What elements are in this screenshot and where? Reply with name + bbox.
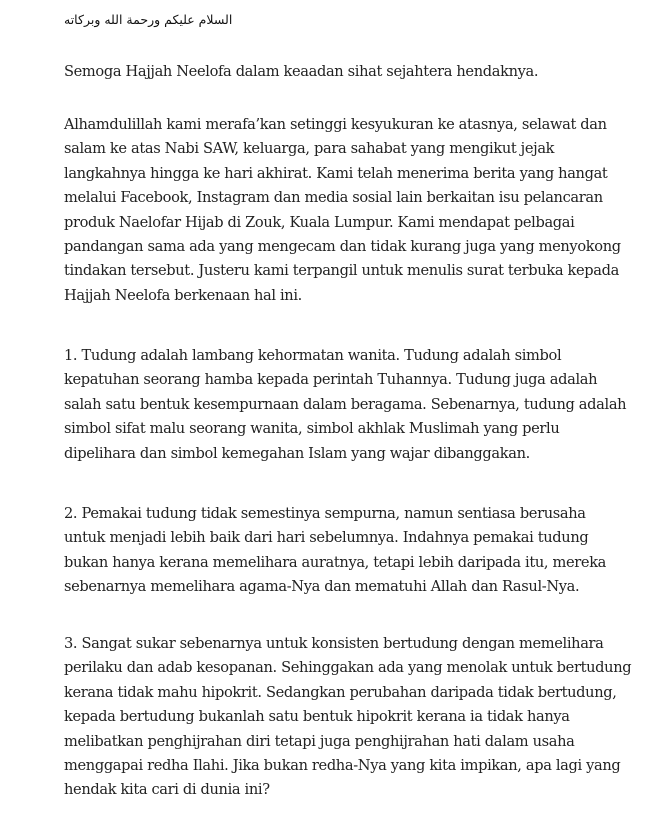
text-line: tindakan tersebut. Justeru kami terpangil untuk menulis surat terbuka kepada	[64, 262, 619, 280]
intro-paragraph	[64, 113, 649, 308]
text-line: melalui Facebook, Instagram dan media sosial lain berkaitan isu pelancaran	[64, 189, 603, 207]
text-line: produk Naelofar Hijab di Zouk, Kuala Lumpur. Kami mendapat pelbagai	[64, 213, 575, 231]
text-line: 1. Tudung adalah lambang kehormatan wanita. Tudung adalah simbol	[64, 347, 562, 364]
text-line: perilaku dan adab kesopanan. Sehinggakan ada yang menolak untuk bertudung	[64, 659, 632, 677]
point-3-paragraph	[64, 632, 649, 803]
point-2-paragraph	[64, 502, 649, 600]
text-line: Semoga Hajjah Neelofa dalam keaadan sihat sejahtera hendaknya.	[64, 63, 539, 80]
text-line: kerana tidak mahu hipokrit. Sedangkan perubahan daripada tidak bertudung,	[64, 683, 617, 701]
text-line: kepada bertudung bukanlah satu bentuk hipokrit kerana ia tidak hanya	[64, 708, 570, 726]
text-line: pandangan sama ada yang mengecam dan tidak kurang juga yang menyokong	[64, 238, 621, 256]
text-line: melibatkan penghijrahan diri tetapi juga penghijrahan hati dalam usaha	[64, 732, 575, 750]
text-line: sebenarnya memelihara agama-Nya dan mematuhi Allah dan Rasul-Nya.	[64, 578, 580, 596]
text-line: Hajjah Neelofa berkenaan hal ini.	[64, 286, 302, 304]
text-line: simbol sifat malu seorang wanita, simbol akhlak Muslimah yang perlu	[64, 420, 560, 438]
text-line: 3. Sangat sukar sebenarnya untuk konsisten bertudung dengan memelihara	[64, 635, 604, 652]
opening-paragraph	[64, 60, 649, 84]
text-line: salah satu bentuk kesempurnaan dalam beragama. Sebenarnya, tudung adalah	[64, 395, 627, 413]
text-line: menggapai redha Ilahi. Jika bukan redha-Nya yang kita impikan, apa lagi yang	[64, 757, 621, 775]
text-line: dipelihara dan simbol kemegahan Islam yang wajar dibanggakan.	[64, 444, 530, 462]
text-line: untuk menjadi lebih baik dari hari sebelumnya. Indahnya pemakai tudung	[64, 529, 589, 547]
text-line: kepatuhan seorang hamba kepada perintah Tuhannya. Tudung juga adalah	[64, 371, 598, 389]
point-1-paragraph	[64, 344, 649, 466]
text-line: hendak kita cari di dunia ini?	[64, 781, 270, 799]
text-line: bukan hanya kerana memelihara auratnya, tetapi lebih daripada itu, mereka	[64, 553, 607, 571]
arabic-greeting: السلام عليكم ورحمة الله وبركاته	[64, 12, 233, 27]
text-line: salam ke atas Nabi SAW, keluarga, para sahabat yang mengikut jejak	[64, 140, 555, 158]
text-line: Alhamdulillah kami merafa’kan setinggi kesyukuran ke atasnya, selawat dan	[64, 116, 607, 133]
text-line: langkahnya hingga ke hari akhirat. Kami telah menerima berita yang hangat	[64, 164, 608, 182]
text-line: 2. Pemakai tudung tidak semestinya sempurna, namun sentiasa berusaha	[64, 505, 586, 522]
